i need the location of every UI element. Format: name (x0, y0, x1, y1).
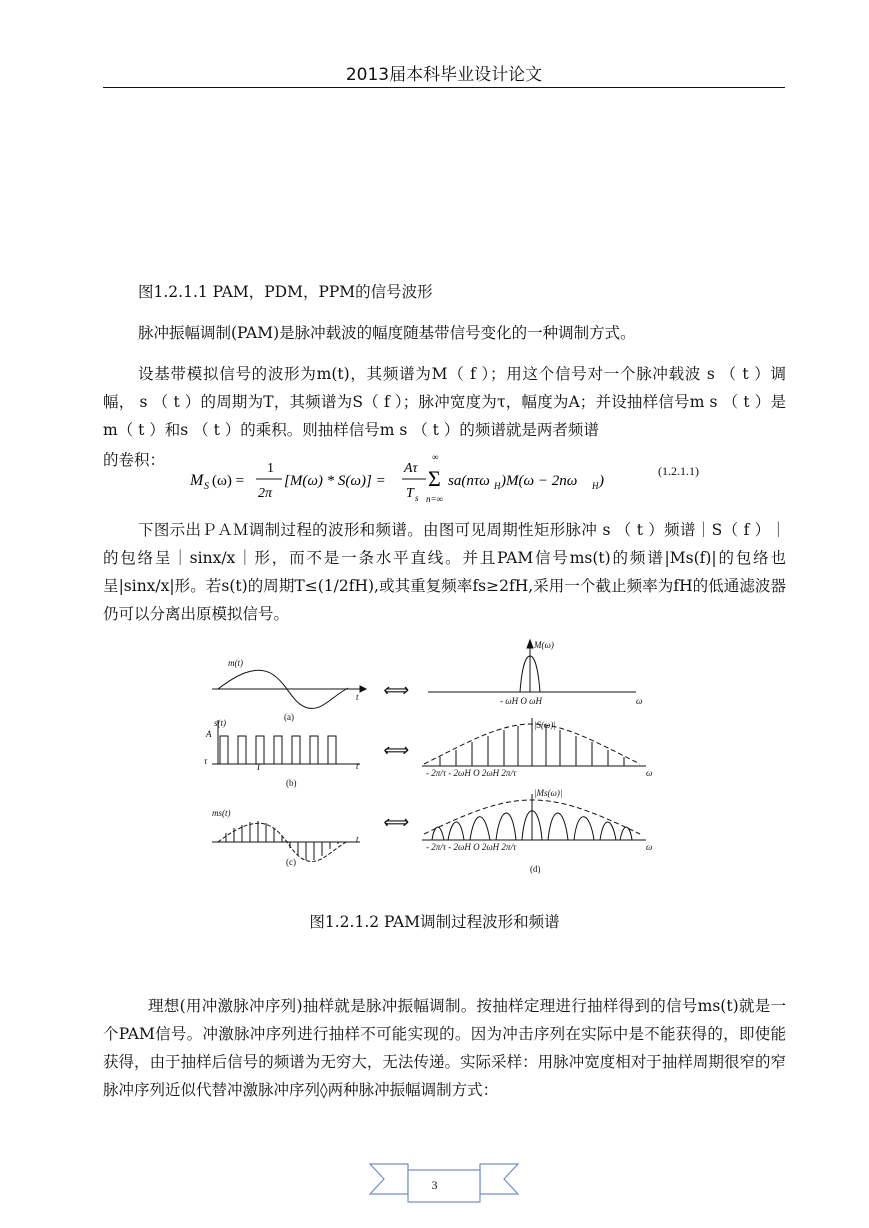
b-amplitude-label: A (206, 729, 212, 739)
formula-frac2-den-sub: s (415, 493, 419, 503)
a-omega-label: ω (636, 696, 643, 706)
d-spectrum-ticks: - 2π/τ - 2ωH O 2ωH 2π/τ (426, 842, 517, 852)
page-header: 2013届本科毕业设计论文 (345, 65, 543, 85)
b-spectrum-ticks: - 2π/τ - 2ωH O 2ωH 2π/τ (426, 768, 517, 778)
c-t-label: t (356, 834, 359, 844)
paragraph-convolution-label: 的卷积： (103, 451, 166, 469)
formula-lhs: M (190, 472, 204, 489)
formula-lhs-sub: S (204, 481, 209, 492)
c-time-label: ms(t) (212, 808, 231, 818)
formula-body-sub2: H (592, 481, 599, 491)
paragraph-spectrum-explanation: 下图示出ＰＡＭ调制过程的波形和频谱。由图可见周期性矩形脉冲 s （ t ）频谱｜S（ f ）｜的包络呈｜sinx/x｜形，而不是一条水平直线。并且PAM信号ms(t)的频谱|Ms(f)|的包络也呈|sinx/x|形。若s(t)的周期T≤(1/2fH),或其重复频率fs≥2fH,采用一个截止频率为fH的低通滤波器仍可以分离出原模拟信号。 (103, 521, 786, 623)
a-spectrum-ticks: - ωH O ωH (500, 696, 542, 706)
paragraph-pam-definition: 脉冲振幅调制(PAM)是脉冲载波的幅度随基带信号变化的一种调制方式。 (138, 324, 636, 342)
b-spectrum-label: |S(ω)| (534, 720, 556, 730)
b-pulse-train (220, 736, 336, 764)
arrow-a: ⟺ (382, 680, 408, 700)
c-caption: (c) (286, 857, 296, 867)
pam-waveform-spectrum-figure (200, 636, 670, 884)
b-tau-label: τ (204, 756, 208, 766)
page-number: 3 (431, 1178, 438, 1192)
paragraph-sampling-setup: 设基带模拟信号的波形为m(t)，其频谱为M（ f ）；用这个信号对一个脉冲载波 s （ t ）调幅， s （ t ）的周期为T，其频谱为S（ f ）；脉冲宽度为τ，幅度为A；并设抽样信号m s （ t ）是m（ t ）和s （ t ）的乘积。则抽样信号m s （ t ）的频谱就是两者频谱 (103, 365, 786, 439)
formula-frac2-den: T (406, 486, 414, 501)
c-sampled-pulses (226, 821, 338, 860)
b-caption: (b) (286, 778, 297, 788)
formula-frac1-num: 1 (267, 461, 274, 476)
a-time-label: m(t) (228, 658, 243, 668)
figure-1-caption: 图1.2.1.1 PAM，PDM，PPM的信号波形 (138, 283, 433, 301)
a-spectrum-label: M(ω) (534, 640, 554, 650)
formula-sum-symbol: Σ (428, 466, 441, 491)
formula-body-end: ) (599, 473, 604, 489)
formula-body-mid: )M(ω − 2nω (501, 473, 578, 489)
b-time-label: s(t) (214, 718, 226, 728)
d-caption: (d) (530, 864, 541, 874)
b-omega-label: ω (646, 768, 653, 778)
arrow-b: ⟺ (382, 740, 408, 760)
paragraph-ideal-sampling: 理想(用冲激脉冲序列)抽样就是脉冲振幅调制。按抽样定理进行抽样得到的信号ms(t)就是一个PAM信号。冲激脉冲序列进行抽样不可能实现的。因为冲击序列在实际中是不能获得的，即使能获得，由于抽样后信号的频谱为无穷大，无法传递。实际采样：用脉冲宽度相对于抽样周期很窄的窄脉冲序列近似代替冲激脉冲序列◊两种脉冲振幅调制方式： (103, 997, 786, 1099)
formula-frac1-den: 2π (258, 486, 273, 501)
formula-sum-bottom: n=∞ (426, 494, 443, 504)
b-period-label: T (256, 762, 262, 772)
formula-body-sub1: H (494, 481, 501, 491)
formula-body-start: sa(nτω (448, 473, 490, 489)
b-t-label: t (356, 761, 359, 771)
spectrum-formula (186, 452, 606, 508)
formula-arg: (ω) = (212, 473, 245, 489)
formula-convolution: [M(ω) * S(ω)] = (284, 473, 386, 489)
header-rule (103, 87, 785, 88)
formula-frac2-num: Aτ (404, 461, 418, 476)
arrow-c: ⟺ (382, 812, 408, 832)
figure-2-caption: 图1.2.1.2 PAM调制过程波形和频谱 (309, 913, 560, 931)
d-omega-label: ω (646, 842, 653, 852)
formula-sum-top: ∞ (432, 452, 439, 462)
equation-number: (1.2.1.1) (658, 464, 699, 478)
d-spectrum-label: |Ms(ω)| (534, 788, 563, 798)
a-t-label: t (356, 692, 359, 702)
a-caption: (a) (284, 712, 294, 722)
